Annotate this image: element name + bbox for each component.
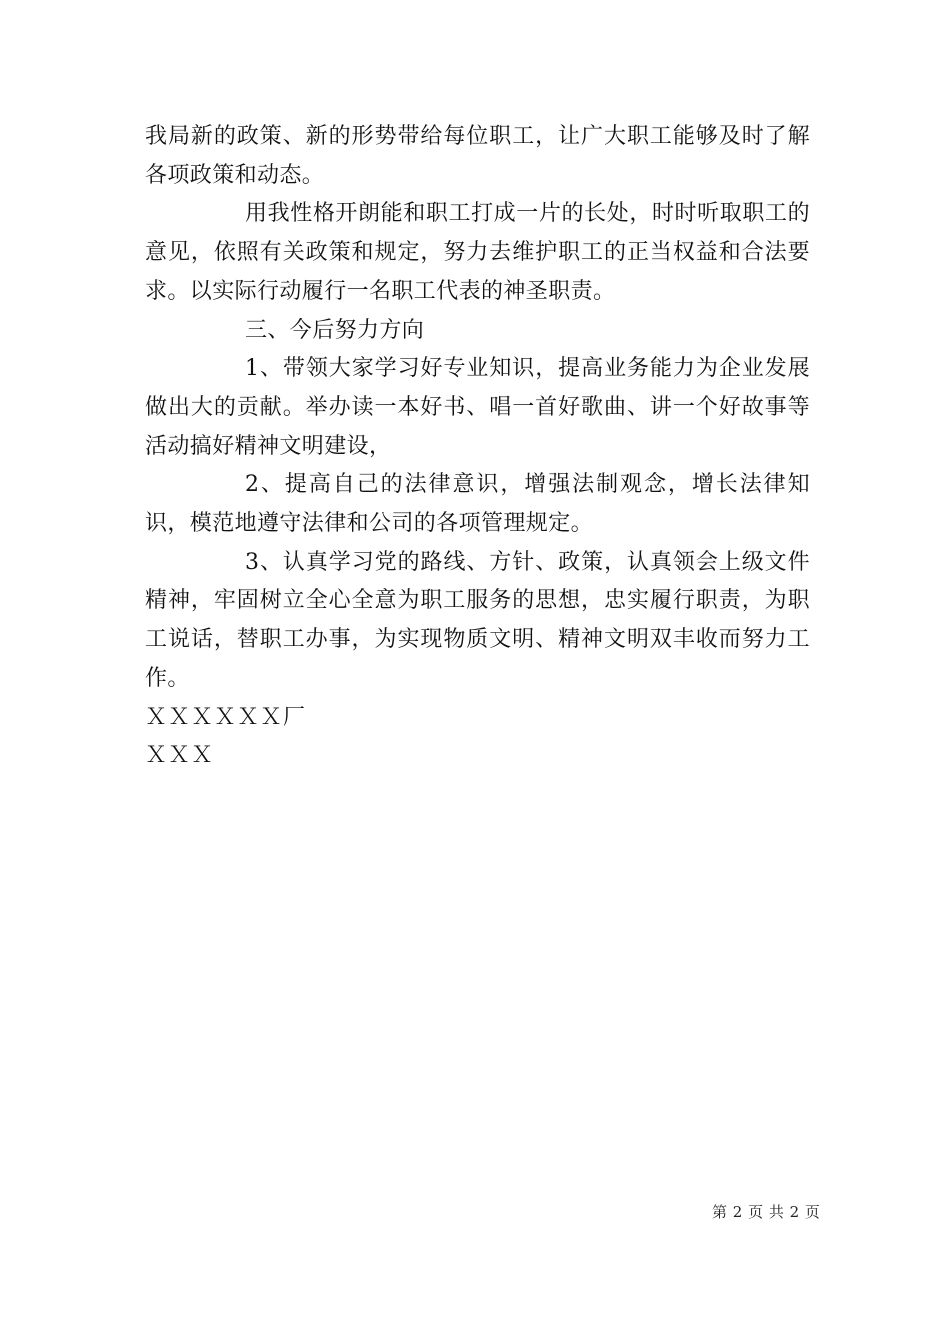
paragraph-item-1: 1、带领大家学习好专业知识，提高业务能力为企业发展做出大的贡献。举办读一本好书、唱一首好歌曲、讲一个好故事等活动搞好精神文明建设， bbox=[145, 356, 810, 459]
signature-name: ＸＸＸ bbox=[145, 743, 215, 769]
page-number-footer: 第 2 页 共 2 页 bbox=[712, 1203, 821, 1221]
paragraph-personal-strength: 用我性格开朗能和职工打成一片的长处，时时听取职工的意见，依照有关政策和规定，努力去维护职工的正当权益和合法要求。以实际行动履行一名职工代表的神圣职责。 bbox=[145, 201, 810, 304]
document-body bbox=[145, 118, 810, 776]
paragraph-item-3: 3、认真学习党的路线、方针、政策，认真领会上级文件精神，牢固树立全心全意为职工服务的思想，忠实履行职责，为职工说话，替职工办事，为实现物质文明、精神文明双丰收而努力工作。 bbox=[145, 549, 810, 691]
section-heading-future-direction: 三、今后努力方向 bbox=[245, 317, 425, 343]
paragraph-item-2: 2、提高自己的法律意识，增强法制观念，增长法律知识，模范地遵守法律和公司的各项管理规定。 bbox=[145, 472, 810, 537]
paragraph-policy-continuation: 我局新的政策、新的形势带给每位职工，让广大职工能够及时了解各项政策和动态。 bbox=[145, 124, 810, 188]
signature-organization: ＸＸＸＸＸＸ厂 bbox=[145, 704, 307, 730]
